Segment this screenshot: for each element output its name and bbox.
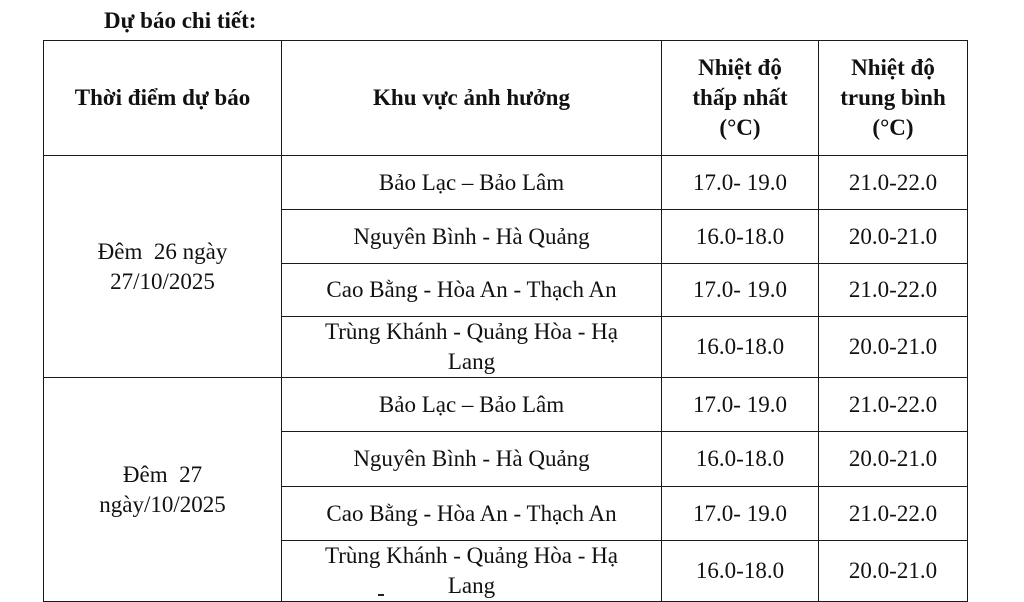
min-temp-cell: 16.0-18.0 <box>662 210 819 264</box>
table-row <box>44 378 968 432</box>
min-temp-cell: 17.0- 19.0 <box>662 487 819 541</box>
min-temp-cell: 16.0-18.0 <box>662 541 819 602</box>
header-avg-temp-line: Nhiệt độ <box>851 55 935 80</box>
area-cell: Cao Bằng - Hòa An - Thạch An <box>282 487 662 541</box>
area-cell: Nguyên Bình - Hà Quảng <box>282 432 662 487</box>
header-avg-temp-line: trung bình <box>840 85 946 110</box>
cropped-text-fragment <box>376 592 386 599</box>
area-cell: Cao Bằng - Hòa An - Thạch An <box>282 264 662 317</box>
min-temp-cell: 16.0-18.0 <box>662 432 819 487</box>
time-line: Đêm 26 ngày <box>97 238 228 264</box>
avg-temp-cell: 20.0-21.0 <box>819 432 968 487</box>
min-temp-cell: 17.0- 19.0 <box>662 378 819 432</box>
time-cell <box>44 378 282 602</box>
min-temp-cell: 16.0-18.0 <box>662 317 819 378</box>
header-min-temp-line: Nhiệt độ <box>698 55 782 80</box>
header-min-temp-unit: (°C) <box>719 115 761 140</box>
avg-temp-cell: 20.0-21.0 <box>819 541 968 602</box>
time-line: 27/10/2025 <box>110 268 215 294</box>
area-cell: Bảo Lạc – Bảo Lâm <box>282 378 662 432</box>
header-avg-temp <box>819 41 968 156</box>
table-header-row <box>44 41 968 156</box>
min-temp-cell: 17.0- 19.0 <box>662 156 819 210</box>
min-temp-cell: 17.0- 19.0 <box>662 264 819 317</box>
page-title: Dự báo chi tiết: <box>104 8 257 33</box>
area-cell: Bảo Lạc – Bảo Lâm <box>282 156 662 210</box>
avg-temp-cell: 21.0-22.0 <box>819 264 968 317</box>
header-time: Thời điểm dự báo <box>44 41 282 156</box>
table-row <box>44 156 968 210</box>
header-min-temp-line: thấp nhất <box>692 85 788 110</box>
area-cell: Trùng Khánh - Quảng Hòa - Hạ Lang <box>282 317 662 378</box>
header-min-temp <box>662 41 819 156</box>
avg-temp-cell: 20.0-21.0 <box>819 210 968 264</box>
avg-temp-cell: 21.0-22.0 <box>819 487 968 541</box>
time-cell <box>44 156 282 378</box>
avg-temp-cell: 20.0-21.0 <box>819 317 968 378</box>
area-cell: Nguyên Bình - Hà Quảng <box>282 210 662 264</box>
forecast-table <box>43 40 968 602</box>
time-line: ngày/10/2025 <box>99 491 226 517</box>
area-cell: Trùng Khánh - Quảng Hòa - Hạ Lang <box>282 541 662 602</box>
avg-temp-cell: 21.0-22.0 <box>819 156 968 210</box>
avg-temp-cell: 21.0-22.0 <box>819 378 968 432</box>
header-area: Khu vực ảnh hưởng <box>282 41 662 156</box>
time-line: Đêm 27 <box>122 461 203 487</box>
header-avg-temp-unit: (°C) <box>872 115 914 140</box>
